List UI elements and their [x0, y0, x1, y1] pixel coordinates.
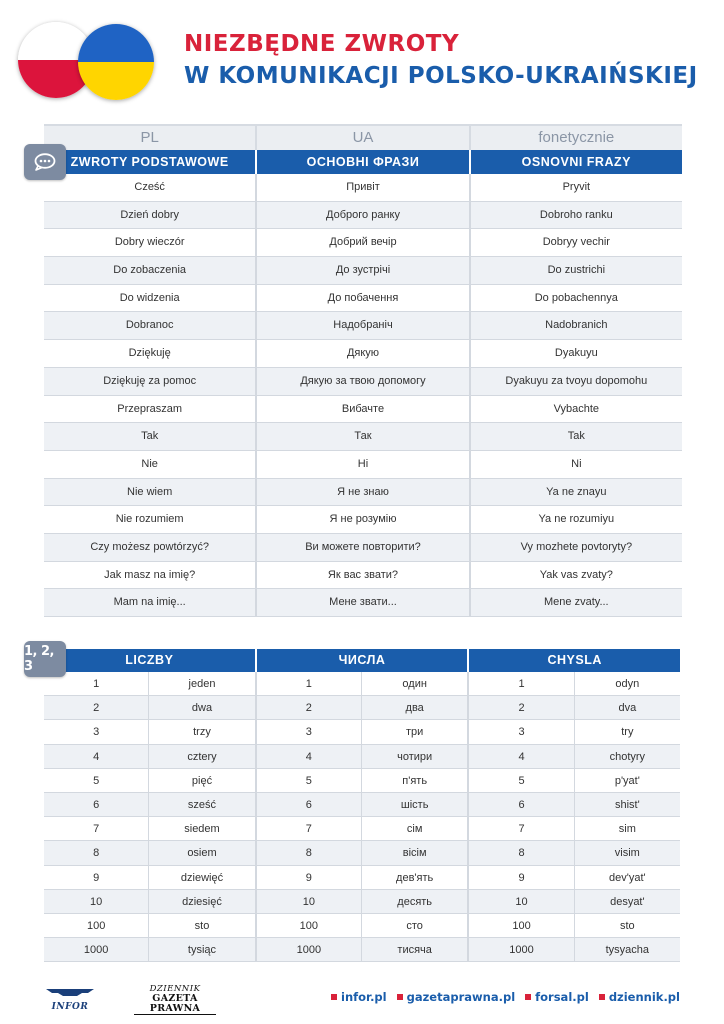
phrase-cell-ua: Дякую	[257, 340, 470, 367]
phrase-cell-phonetic: Nadobranich	[545, 319, 608, 332]
number-group-phonetic	[469, 938, 680, 961]
phrase-cell-ua: До зустрічі	[257, 257, 470, 284]
number-word-cell: try	[621, 726, 634, 739]
number-digit-cell: 100	[257, 914, 362, 937]
phrases-column-headers	[44, 124, 682, 150]
number-word-cell: три	[406, 726, 424, 739]
number-digit-cell: 3	[257, 720, 362, 743]
number-word-cell: p'yat'	[614, 774, 640, 787]
phrase-cell-phonetic: Vybachte	[553, 402, 600, 415]
phrase-cell-ua: Як вас звати?	[257, 562, 470, 589]
number-group-ua	[257, 672, 470, 695]
table-row	[44, 938, 680, 962]
phrase-cell-phonetic: Dyakuyu	[554, 347, 598, 360]
number-word-cell: dziesięć	[182, 895, 222, 908]
table-row	[44, 841, 680, 865]
number-digit-cell: 1000	[469, 938, 574, 961]
table-row	[44, 720, 680, 744]
number-word-cell: trzy	[193, 726, 211, 739]
number-group-phonetic	[469, 841, 680, 864]
number-digit-cell: 9	[44, 866, 149, 889]
numbers-table	[44, 649, 680, 962]
number-group-ua	[257, 745, 470, 768]
table-row	[44, 914, 680, 938]
number-group-phonetic	[469, 696, 680, 719]
number-digit-cell: 10	[469, 890, 574, 913]
phrase-cell-pl: Nie wiem	[44, 479, 257, 506]
phrase-cell-pl: Jak masz na imię?	[44, 562, 257, 589]
number-word-cell: sim	[618, 823, 636, 836]
number-group-ua	[257, 817, 470, 840]
number-digit-cell: 6	[257, 793, 362, 816]
number-digit-cell: 9	[469, 866, 574, 889]
table-row	[44, 866, 680, 890]
number-word-cell: chotyry	[609, 750, 646, 763]
phrase-cell-phonetic: Mene zvaty...	[544, 596, 609, 609]
section-title-liczby: LICZBY	[44, 649, 257, 672]
number-word-cell: sto	[619, 919, 635, 932]
number-word-cell: siedem	[184, 823, 220, 836]
number-word-cell: шість	[400, 798, 429, 811]
column-header-ua: UA	[257, 126, 470, 150]
number-digit-cell: 2	[257, 696, 362, 719]
phrase-cell-pl: Mam na imię...	[44, 589, 257, 616]
number-group-ua	[257, 938, 470, 961]
phrase-cell-phonetic: Do pobachennya	[534, 291, 618, 304]
number-word-cell: shist'	[614, 798, 640, 811]
number-digit-cell: 4	[257, 745, 362, 768]
column-header-pl: PL	[44, 126, 257, 150]
phrase-cell-pl: Dziękuję	[44, 340, 257, 367]
number-group-pl	[44, 793, 257, 816]
number-group-ua	[257, 914, 470, 937]
table-row	[44, 340, 682, 368]
footer-link-forsal[interactable]: forsal.pl	[525, 990, 589, 1004]
numbers-section-header	[44, 649, 680, 672]
number-group-ua	[257, 793, 470, 816]
number-digit-cell: 5	[257, 769, 362, 792]
number-word-cell: osiem	[187, 847, 217, 860]
number-word-cell: dev'yat'	[609, 871, 646, 884]
phrase-cell-ua: Так	[257, 423, 470, 450]
table-row	[44, 506, 682, 534]
number-digit-cell: 7	[44, 817, 149, 840]
number-digit-cell: 10	[44, 890, 149, 913]
phrase-cell-phonetic: Dobroho ranku	[539, 208, 613, 221]
table-row	[44, 396, 682, 424]
phrase-cell-phonetic: Ni	[571, 457, 582, 470]
number-word-cell: desyat'	[610, 895, 645, 908]
table-row	[44, 451, 682, 479]
number-digit-cell: 2	[44, 696, 149, 719]
dgp-logo[interactable]	[134, 984, 216, 1015]
dgp-logo-line1: DZIENNIK	[149, 984, 201, 994]
table-row	[44, 257, 682, 285]
table-row	[44, 589, 682, 617]
number-word-cell: один	[402, 678, 427, 690]
phrase-cell-ua: Ні	[257, 451, 470, 478]
number-word-cell: tysiąc	[187, 944, 217, 957]
number-digit-cell: 3	[44, 720, 149, 743]
ukraine-flag-icon	[78, 24, 154, 100]
section-title-pl: ZWROTY PODSTAWOWE	[44, 150, 257, 174]
number-digit-cell: 4	[469, 745, 574, 768]
footer-link-dziennik[interactable]: dziennik.pl	[599, 990, 680, 1004]
number-word-cell: odyn	[615, 678, 640, 690]
number-group-pl	[44, 938, 257, 961]
number-digit-cell: 2	[469, 696, 574, 719]
phrase-cell-ua: Доброго ранку	[257, 202, 470, 229]
phrase-cell-ua: Вибачте	[257, 396, 470, 423]
footer-links	[331, 990, 680, 1004]
number-digit-cell: 1	[44, 672, 149, 695]
number-group-ua	[257, 696, 470, 719]
number-digit-cell: 100	[469, 914, 574, 937]
phrase-cell-ua: Ви можете повторити?	[257, 534, 470, 561]
table-row	[44, 312, 682, 340]
bullet-square-icon	[599, 994, 605, 1000]
number-word-cell: вісім	[402, 847, 427, 860]
section-title-ua: ОСНОВНІ ФРАЗИ	[257, 150, 470, 174]
phrase-cell-pl: Dobranoc	[44, 312, 257, 339]
number-digit-cell: 1000	[44, 938, 149, 961]
table-row	[44, 672, 680, 696]
bullet-square-icon	[397, 994, 403, 1000]
phrase-cell-ua: До побачення	[257, 285, 470, 312]
phrase-cell-pl: Nie	[44, 451, 257, 478]
number-digit-cell: 8	[257, 841, 362, 864]
phrase-cell-pl: Dziękuję za pomoc	[44, 368, 257, 395]
column-header-phonetic: fonetycznie	[538, 129, 615, 146]
section-title-phonetic: OSNOVNI FRAZY	[521, 155, 631, 169]
phrase-cell-pl: Dzień dobry	[44, 202, 257, 229]
number-group-phonetic	[469, 914, 680, 937]
number-digit-cell: 4	[44, 745, 149, 768]
phrase-cell-ua: Я не знаю	[257, 479, 470, 506]
section-title-chysla: CHYSLA	[547, 653, 602, 667]
phrase-cell-phonetic: Yak vas zvaty?	[539, 568, 613, 581]
number-word-cell: cztery	[187, 750, 217, 763]
number-word-cell: дев'ять	[396, 871, 434, 884]
number-digit-cell: 1	[469, 672, 574, 695]
number-group-phonetic	[469, 793, 680, 816]
phrase-cell-pl: Nie rozumiem	[44, 506, 257, 533]
infor-logo-text: INFOR	[51, 1002, 89, 1012]
number-digit-cell: 6	[469, 793, 574, 816]
number-group-phonetic	[469, 672, 680, 695]
table-row	[44, 696, 680, 720]
number-group-ua	[257, 720, 470, 743]
number-word-cell: visim	[614, 847, 640, 860]
number-group-phonetic	[469, 720, 680, 743]
number-digit-cell: 1	[257, 672, 362, 695]
phrase-cell-ua: Привіт	[257, 174, 470, 201]
phrase-cell-ua: Надобраніч	[257, 312, 470, 339]
number-digit-cell: 8	[44, 841, 149, 864]
number-word-cell: jeden	[188, 678, 216, 690]
number-group-phonetic	[469, 817, 680, 840]
phrase-cell-pl: Tak	[44, 423, 257, 450]
footer-link-gazetaprawna[interactable]: gazetaprawna.pl	[397, 990, 516, 1004]
phrase-cell-pl: Cześć	[44, 174, 257, 201]
phrase-cell-phonetic: Dobryy vechir	[542, 236, 610, 249]
title-line-2: W KOMUNIKACJI POLSKO-UKRAIŃSKIEJ	[184, 63, 698, 89]
number-word-cell: сім	[406, 823, 423, 836]
title-line-1: NIEZBĘDNE ZWROTY	[184, 31, 460, 57]
table-row	[44, 285, 682, 313]
number-word-cell: dwa	[191, 702, 213, 715]
number-group-pl	[44, 745, 257, 768]
phrase-cell-ua: Дякую за твою допомогу	[257, 368, 470, 395]
footer-link-infor[interactable]: infor.pl	[331, 990, 387, 1004]
number-word-cell: два	[405, 702, 424, 715]
dgp-logo-line2: GAZETA PRAWNA	[134, 994, 216, 1015]
number-group-pl	[44, 696, 257, 719]
table-row	[44, 202, 682, 230]
number-group-ua	[257, 769, 470, 792]
number-word-cell: tysyacha	[605, 944, 650, 957]
bullet-square-icon	[525, 994, 531, 1000]
number-group-pl	[44, 914, 257, 937]
table-row	[44, 890, 680, 914]
number-digit-cell: 5	[469, 769, 574, 792]
number-digit-cell: 9	[257, 866, 362, 889]
number-digit-cell: 3	[469, 720, 574, 743]
table-row	[44, 562, 682, 590]
phrase-cell-phonetic: Pryvit	[562, 181, 591, 193]
phrase-cell-phonetic: Tak	[567, 430, 585, 443]
table-row	[44, 534, 682, 562]
phrase-cell-ua: Добрий вечір	[257, 229, 470, 256]
phrases-table	[44, 124, 682, 617]
number-digit-cell: 100	[44, 914, 149, 937]
phrase-cell-phonetic: Dyakuyu za tvoyu dopomohu	[505, 374, 648, 387]
number-word-cell: sześć	[187, 798, 217, 811]
number-digit-cell: 8	[469, 841, 574, 864]
number-word-cell: sto	[194, 919, 210, 932]
number-group-phonetic	[469, 769, 680, 792]
number-group-ua	[257, 866, 470, 889]
phrase-cell-pl: Dobry wieczór	[44, 229, 257, 256]
number-group-pl	[44, 841, 257, 864]
number-digit-cell: 10	[257, 890, 362, 913]
number-group-ua	[257, 890, 470, 913]
section-title-chysla-ua: ЧИСЛА	[257, 649, 470, 672]
number-digit-cell: 1000	[257, 938, 362, 961]
table-row	[44, 769, 680, 793]
number-group-pl	[44, 817, 257, 840]
number-word-cell: pięć	[191, 774, 213, 787]
number-word-cell: dziewięć	[180, 871, 224, 884]
table-row	[44, 793, 680, 817]
number-digit-cell: 7	[469, 817, 574, 840]
phrase-cell-pl: Do widzenia	[44, 285, 257, 312]
number-group-pl	[44, 672, 257, 695]
number-word-cell: десять	[397, 895, 433, 908]
phrases-section-header	[44, 150, 682, 174]
table-row	[44, 368, 682, 396]
number-group-phonetic	[469, 745, 680, 768]
number-group-ua	[257, 841, 470, 864]
infor-wing-icon	[44, 987, 96, 997]
phrase-cell-pl: Do zobaczenia	[44, 257, 257, 284]
bullet-square-icon	[331, 994, 337, 1000]
number-word-cell: чотири	[397, 750, 433, 763]
number-word-cell: п'ять	[402, 774, 428, 787]
table-row	[44, 229, 682, 257]
number-group-pl	[44, 866, 257, 889]
table-row	[44, 817, 680, 841]
phrase-cell-pl: Przepraszam	[44, 396, 257, 423]
phrase-cell-phonetic: Do zustrichi	[547, 264, 606, 277]
table-row	[44, 479, 682, 507]
number-digit-cell: 6	[44, 793, 149, 816]
speech-bubble-icon	[24, 144, 66, 180]
number-word-cell: dva	[618, 702, 637, 715]
phrase-cell-ua: Я не розумію	[257, 506, 470, 533]
phrase-cell-phonetic: Ya ne rozumiyu	[538, 513, 615, 526]
number-digit-cell: 7	[257, 817, 362, 840]
table-row	[44, 423, 682, 451]
number-group-phonetic	[469, 890, 680, 913]
number-digit-cell: 5	[44, 769, 149, 792]
numbers-badge: 1, 2, 3	[24, 641, 66, 677]
phrase-cell-phonetic: Ya ne znayu	[546, 485, 607, 498]
phrase-cell-ua: Мене звати...	[257, 589, 470, 616]
number-group-pl	[44, 769, 257, 792]
number-group-pl	[44, 720, 257, 743]
phrase-cell-pl: Czy możesz powtórzyć?	[44, 534, 257, 561]
page-title	[184, 28, 698, 92]
number-word-cell: тисяча	[397, 944, 432, 957]
infor-logo[interactable]	[44, 984, 96, 1012]
table-row	[44, 745, 680, 769]
number-group-pl	[44, 890, 257, 913]
number-word-cell: сто	[406, 919, 423, 932]
table-row	[44, 174, 682, 202]
number-group-phonetic	[469, 866, 680, 889]
phrase-cell-phonetic: Vy mozhete povtoryty?	[520, 540, 633, 553]
